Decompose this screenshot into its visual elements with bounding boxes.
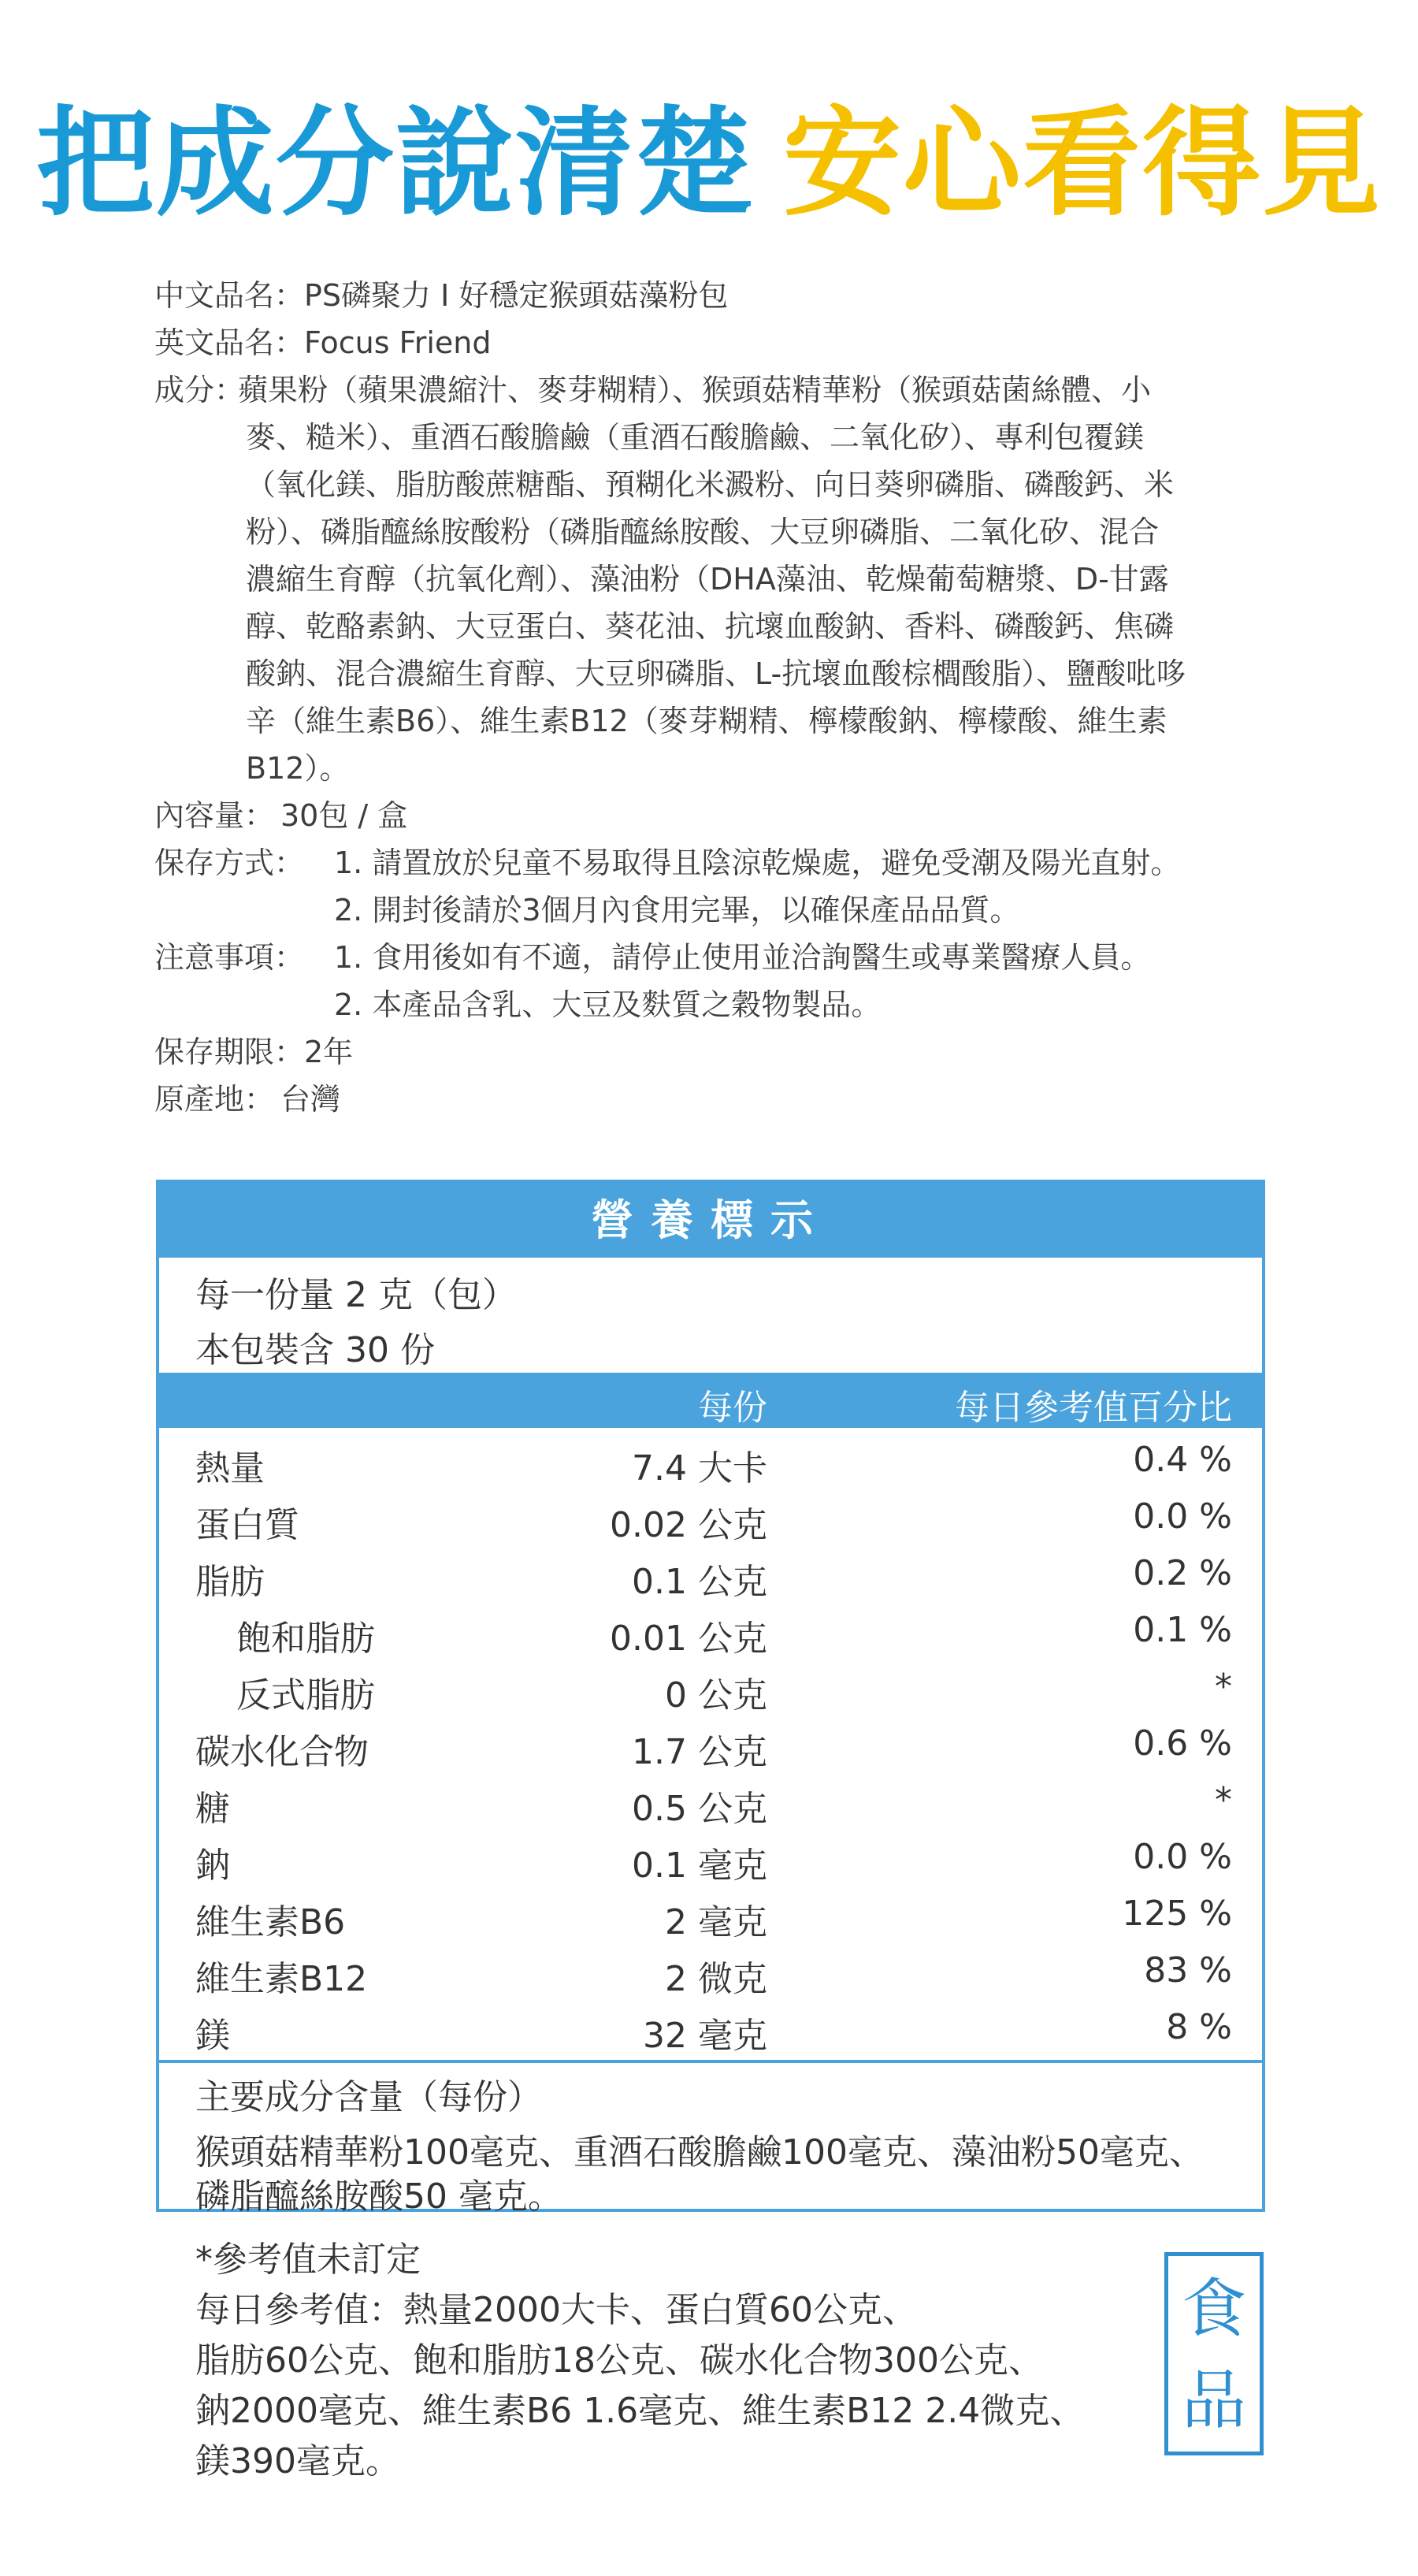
main-ingredients-title: 主要成分含量（每份） <box>195 2077 542 2117</box>
nutrient-amount: 0.1 公克 <box>632 1562 767 1602</box>
nutrient-amount: 7.4 大卡 <box>632 1448 767 1489</box>
nutrient-row <box>159 1831 1262 1887</box>
storage-row <box>154 839 1273 934</box>
nutrient-daily-value: 0.4 % <box>1133 1440 1232 1480</box>
footnote-line: 脂肪60公克、飽和脂肪18公克、碳水化合物300公克、 <box>195 2340 1043 2381</box>
content-label: 內容量： <box>154 798 275 833</box>
servings-per-package: 本包裝含 30 份 <box>195 1330 435 1370</box>
nutrient-name: 脂肪 <box>195 1562 265 1602</box>
ingredients-line: 醇、乾酪素鈉、大豆蛋白、葵花油、抗壞血酸鈉、香料、磷酸鈣、焦磷 <box>246 609 1175 644</box>
product-info <box>154 272 1273 1123</box>
cn-name-row <box>154 272 1273 319</box>
nutrient-amount: 0.01 公克 <box>610 1619 767 1659</box>
ingredients-line: 辛（維生素B6）、維生素B12（麥芽糊精、檸檬酸鈉、檸檬酸、維生素 <box>246 704 1167 738</box>
serving-size: 每一份量 2 克（包） <box>195 1275 517 1315</box>
nutrient-amount: 1.7 公克 <box>632 1732 767 1772</box>
headline <box>0 93 1418 235</box>
nutrient-row <box>159 1717 1262 1774</box>
nutrient-row <box>159 1887 1262 1944</box>
daily-value-header: 每日參考值百分比 <box>955 1388 1232 1428</box>
nutrient-daily-value: 8 % <box>1166 2007 1232 2047</box>
ingredients-line: 粉）、磷脂醯絲胺酸粉（磷脂醯絲胺酸、大豆卵磷脂、二氧化矽、混合 <box>246 515 1160 549</box>
content-value: 30包 / 盒 <box>280 798 408 833</box>
nutrient-name: 鈉 <box>195 1846 230 1886</box>
shelf-label: 保存期限： <box>154 1035 305 1069</box>
en-name: Focus Friend <box>304 325 492 360</box>
footnote-line: *參考值未訂定 <box>195 2240 421 2280</box>
shelf-value: 2年 <box>304 1035 354 1069</box>
nutrient-row <box>159 1944 1262 2001</box>
nutrient-name: 糖 <box>195 1789 230 1829</box>
nutrient-amount: 0.5 公克 <box>632 1789 767 1829</box>
origin-value: 台灣 <box>280 1082 341 1117</box>
nutrient-daily-value: * <box>1215 1667 1232 1707</box>
nutrient-amount: 32 毫克 <box>643 2016 767 2056</box>
ingredients-line: 濃縮生育醇（抗氧化劑）、藻油粉（DHA藻油、乾燥葡萄糖漿、D-甘露 <box>246 562 1169 597</box>
ingredients-line: B12）。 <box>246 751 350 786</box>
nutrition-header <box>159 1373 1262 1428</box>
nutrient-daily-value: 0.0 % <box>1133 1496 1232 1537</box>
ingredients-line: 蘋果粉（蘋果濃縮汁、麥芽糊精）、猴頭菇精華粉（猴頭菇菌絲體、小 <box>238 373 1152 407</box>
en-name-label: 英文品名： <box>154 325 305 360</box>
headline-part2: 安心看得見 <box>783 95 1383 232</box>
storage-item: 1. 請置放於兒童不易取得且陰涼乾燥處，避免受潮及陽光直射。 <box>334 846 1181 880</box>
nutrient-name: 飽和脂肪 <box>236 1619 375 1659</box>
en-name-row <box>154 319 1273 366</box>
storage-label: 保存方式： <box>154 846 305 880</box>
notes-row <box>154 934 1273 1028</box>
nutrient-daily-value: 83 % <box>1144 1950 1232 1991</box>
ingredients-label: 成分： <box>154 373 245 407</box>
headline-part1: 把成分說清楚 <box>35 95 755 232</box>
footnote-line: 每日參考值：熱量2000大卡、蛋白質60公克、 <box>195 2290 917 2330</box>
nutrient-daily-value: * <box>1215 1780 1232 1820</box>
nutrient-daily-value: 0.0 % <box>1133 1837 1232 1877</box>
footnote-line: 鎂390毫克。 <box>195 2441 400 2481</box>
nutrition-title: 營養標示 <box>159 1183 1262 1258</box>
nutrient-name: 蛋白質 <box>195 1505 299 1545</box>
nutrient-daily-value: 0.2 % <box>1133 1553 1232 1593</box>
origin-row <box>154 1076 1273 1123</box>
ingredients-row <box>154 366 1273 792</box>
ingredients-line: 麥、糙米）、重酒石酸膽鹼（重酒石酸膽鹼、二氧化矽）、專利包覆鎂 <box>246 420 1145 455</box>
notes-label: 注意事項： <box>154 940 305 975</box>
shelf-row <box>154 1028 1273 1076</box>
notes-item: 1. 食用後如有不適，請停止使用並洽詢醫生或專業醫療人員。 <box>334 940 1151 975</box>
nutrient-row <box>159 1490 1262 1547</box>
storage-item: 2. 開封後請於3個月內食用完畢，以確保產品品質。 <box>334 893 1020 927</box>
nutrient-name: 熱量 <box>195 1448 265 1489</box>
ingredients-line: （氧化鎂、脂肪酸蔗糖酯、預糊化米澱粉、向日葵卵磷脂、磷酸鈣、米 <box>246 467 1175 502</box>
nutrient-daily-value: 125 % <box>1122 1894 1232 1934</box>
origin-label: 原產地： <box>154 1082 275 1117</box>
nutrient-daily-value: 0.6 % <box>1133 1723 1232 1764</box>
nutrient-row <box>159 1774 1262 1831</box>
seal-char-bottom: 品 <box>1181 2363 1246 2438</box>
main-ingredients-line: 磷脂醯絲胺酸50 毫克。 <box>195 2176 562 2217</box>
nutrient-amount: 0.02 公克 <box>610 1505 767 1545</box>
nutrient-row <box>159 1660 1262 1717</box>
footnote-line: 鈉2000毫克、維生素B6 1.6毫克、維生素B12 2.4微克、 <box>195 2391 1085 2431</box>
seal-char-top: 食 <box>1181 2272 1246 2347</box>
nutrient-amount: 2 毫克 <box>665 1902 767 1942</box>
nutrition-table <box>156 1180 1265 2217</box>
nutrient-amount: 0.1 毫克 <box>632 1846 767 1886</box>
nutrient-amount: 2 微克 <box>665 1959 767 1999</box>
nutrient-daily-value: 0.1 % <box>1133 1610 1232 1650</box>
ingredients-line: 酸鈉、混合濃縮生育醇、大豆卵磷脂、L-抗壞血酸棕櫚酸脂）、鹽酸吡哆 <box>246 656 1186 691</box>
nutrient-name: 維生素B12 <box>195 1959 368 1999</box>
nutrient-name: 碳水化合物 <box>195 1732 369 1772</box>
nutrient-row <box>159 1433 1262 1490</box>
cn-name-label: 中文品名： <box>154 278 305 313</box>
main-ingredients-line: 猴頭菇精華粉100毫克、重酒石酸膽鹼100毫克、藻油粉50毫克、 <box>195 2132 1204 2173</box>
nutrient-name: 反式脂肪 <box>236 1675 375 1715</box>
nutrient-row <box>159 2001 1262 2057</box>
table-divider <box>159 2060 1262 2063</box>
nutrient-amount: 0 公克 <box>665 1675 767 1715</box>
nutrient-name: 鎂 <box>195 2016 230 2056</box>
content-row <box>154 792 1273 839</box>
cn-name: PS磷聚力 I 好穩定猴頭菇藻粉包 <box>304 278 729 313</box>
nutrient-row <box>159 1604 1262 1660</box>
nutrient-name: 維生素B6 <box>195 1902 346 1942</box>
nutrient-row <box>159 1547 1262 1604</box>
food-seal-stamp <box>1164 2252 1264 2455</box>
per-serving-header: 每份 <box>698 1388 767 1428</box>
notes-item: 2. 本產品含乳、大豆及麩質之穀物製品。 <box>334 987 882 1022</box>
